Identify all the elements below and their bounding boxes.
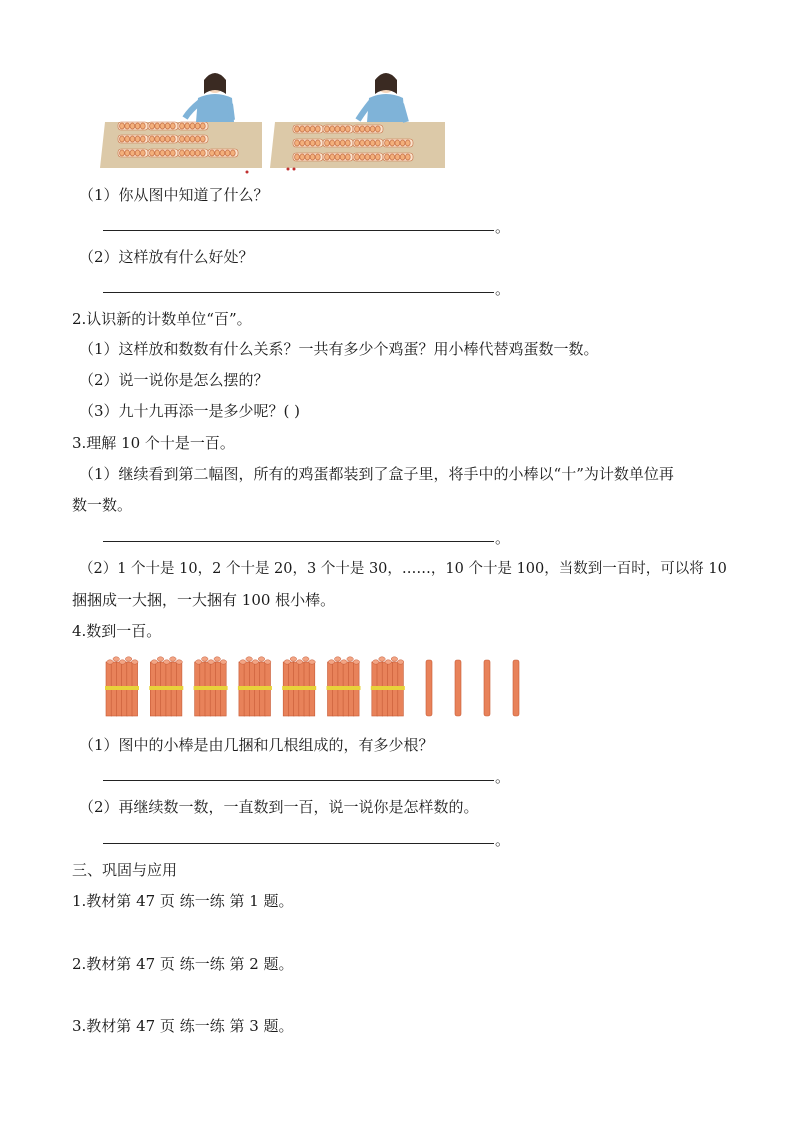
- period: 。: [495, 529, 511, 547]
- answer-line[interactable]: [103, 230, 494, 231]
- stick-bundle: [327, 657, 361, 716]
- period: 。: [495, 831, 511, 849]
- q1-sub2: （2）这样放有什么好处？: [79, 248, 254, 266]
- answer-line[interactable]: [103, 843, 494, 844]
- period: 。: [495, 280, 511, 298]
- q3-title: 3.理解 10 个十是一百。: [72, 434, 235, 452]
- section3-item-2: 2.教材第 47 页 练一练 第 2 题。: [72, 955, 294, 973]
- section3-item-1: 1.教材第 47 页 练一练 第 1 题。: [72, 892, 294, 910]
- single-stick: [426, 660, 432, 716]
- period: 。: [495, 768, 511, 786]
- q2-title: 2.认识新的计数单位“百”。: [72, 310, 252, 328]
- q2-sub3: （3）九十九再添一是多少呢？( ): [79, 402, 301, 420]
- answer-line[interactable]: [103, 780, 494, 781]
- counting-sticks: [100, 652, 540, 724]
- q3-sub1-line2: 数一数。: [72, 496, 133, 514]
- q4-title: 4.数到一百。: [72, 622, 162, 640]
- q3-sub2-line2: 捆捆成一大捆，一大捆有 100 根小棒。: [72, 591, 336, 609]
- stick-bundle: [149, 657, 183, 716]
- single-stick: [484, 660, 490, 716]
- teacher-figure-right: [358, 73, 406, 122]
- q3-sub2-line1: （2）1 个十是 10，2 个十是 20，3 个十是 30，……，10 个十是 100，当数到一百时，可以将 10: [79, 561, 727, 577]
- q4-sub1: （1）图中的小棒是由几捆和几根组成的，有多少根？: [79, 736, 434, 754]
- q2-sub2: （2）说一说你是怎么摆的？: [79, 371, 269, 389]
- section3-title: 三、巩固与应用: [72, 861, 178, 879]
- teacher-figure-left: [185, 73, 234, 122]
- stick-bundle: [238, 657, 272, 716]
- q4-sub2: （2）再继续数一数，一直数到一百，说一说你是怎样数的。: [79, 798, 479, 816]
- stick-bundle: [282, 657, 316, 716]
- single-stick: [455, 660, 461, 716]
- stick-bundle: [194, 657, 228, 716]
- answer-line[interactable]: [103, 292, 494, 293]
- period: 。: [495, 218, 511, 236]
- answer-line[interactable]: [103, 541, 494, 542]
- q2-sub1: （1）这样放和数数有什么关系？一共有多少个鸡蛋？用小棒代替鸡蛋数一数。: [79, 340, 599, 358]
- stick-bundle: [105, 657, 139, 716]
- section3-item-3: 3.教材第 47 页 练一练 第 3 题。: [72, 1017, 294, 1035]
- q3-sub1-line1: （1）继续看到第二幅图，所有的鸡蛋都装到了盒子里，将手中的小棒以“十”为计数单位再: [79, 465, 674, 483]
- single-stick: [513, 660, 519, 716]
- egg-illustration: [0, 0, 794, 180]
- q1-sub1: （1）你从图中知道了什么？: [79, 186, 269, 204]
- stick-bundle: [371, 657, 405, 716]
